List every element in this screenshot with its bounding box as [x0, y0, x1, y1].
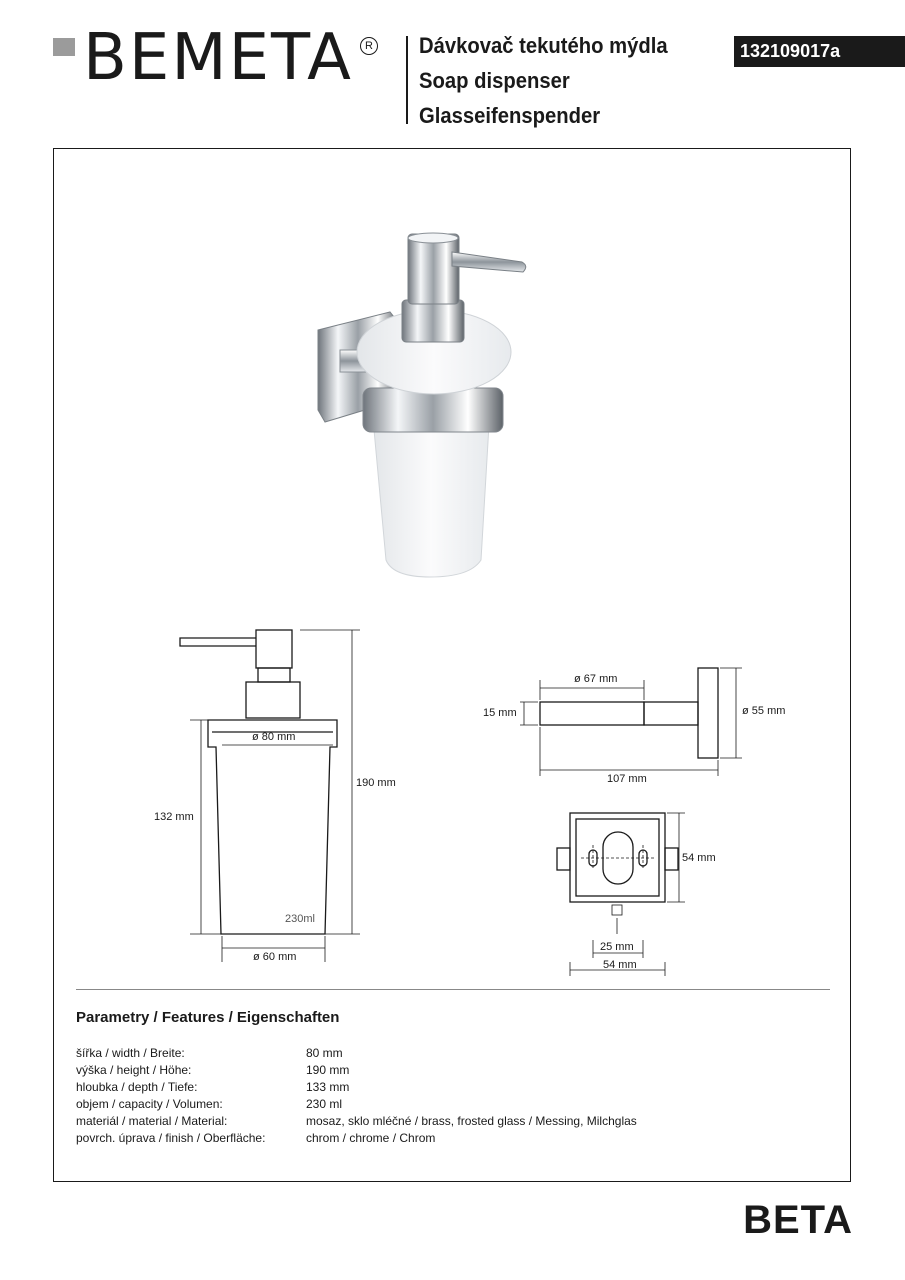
- front-view-drawing: [180, 630, 337, 934]
- feature-value: chrom / chrome / Chrom: [306, 1131, 436, 1145]
- feature-label: šířka / width / Breite:: [76, 1046, 185, 1060]
- dim-side-55: ø 55 mm: [742, 705, 786, 717]
- dim-side-depth: 107 mm: [607, 773, 647, 785]
- side-view-drawing: [540, 668, 718, 758]
- dim-back-width: 54 mm: [603, 959, 637, 971]
- feature-row: [76, 1113, 637, 1130]
- feature-label: objem / capacity / Volumen:: [76, 1097, 223, 1111]
- feature-row: [76, 1130, 637, 1147]
- feature-row: [76, 1096, 637, 1113]
- side-dimension-lines: [520, 668, 742, 776]
- feature-label: povrch. úprava / finish / Oberfläche:: [76, 1131, 266, 1145]
- features-title: Parametry / Features / Eigenschaften: [76, 1009, 340, 1026]
- dim-back-height: 54 mm: [682, 852, 716, 864]
- series-name: BETA: [743, 1198, 853, 1242]
- dim-back-hole-spacing: 25 mm: [600, 941, 634, 953]
- registered-mark: R: [360, 34, 378, 55]
- title-de: Glasseifenspender: [419, 103, 601, 128]
- feature-value: mosaz, sklo mléčné / brass, frosted glass / Messing, Milchglas: [306, 1114, 637, 1128]
- feature-row: [76, 1062, 637, 1079]
- dim-side-thickness: 15 mm: [483, 707, 517, 719]
- product-photo: [318, 233, 526, 577]
- feature-label: materiál / material / Material:: [76, 1114, 228, 1128]
- feature-row: [76, 1079, 637, 1096]
- feature-label: výška / height / Höhe:: [76, 1063, 192, 1077]
- back-view-drawing: [557, 813, 678, 915]
- brand-logo: BEMETA: [83, 21, 353, 95]
- dim-glass-height: 132 mm: [154, 811, 194, 823]
- dim-bottom-diameter: ø 60 mm: [253, 951, 297, 963]
- features-table: [76, 1045, 637, 1147]
- features-divider: [76, 989, 830, 990]
- feature-row: [76, 1045, 637, 1062]
- dim-total-height: 190 mm: [356, 777, 396, 789]
- capacity-label: 230ml: [285, 913, 315, 925]
- front-dimension-lines: [190, 630, 360, 962]
- feature-value: 80 mm: [306, 1046, 343, 1060]
- dim-top-diameter: ø 80 mm: [252, 731, 296, 743]
- dim-side-67: ø 67 mm: [574, 673, 618, 685]
- feature-label: hloubka / depth / Tiefe:: [76, 1080, 198, 1094]
- feature-value: 190 mm: [306, 1063, 350, 1077]
- product-code: 132109017a: [734, 36, 905, 67]
- feature-value: 133 mm: [306, 1080, 350, 1094]
- title-cz: Dávkovač tekutého mýdla: [419, 33, 668, 58]
- title-en: Soap dispenser: [419, 68, 570, 93]
- feature-value: 230 ml: [306, 1097, 343, 1111]
